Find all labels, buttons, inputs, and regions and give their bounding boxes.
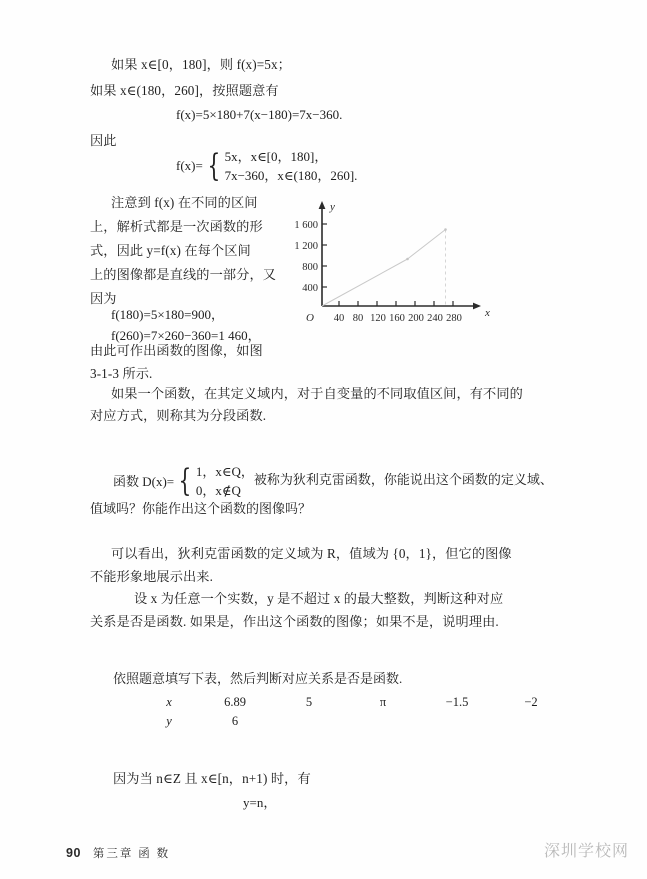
dirichlet-question-line-2: 值域吗？你能作出这个函数的图像吗？ <box>90 501 312 516</box>
text-suffix-2: ，按照题意有 <box>198 83 279 98</box>
table-intro: 依照题意填写下表，然后判断对应关系是否是函数. <box>113 671 403 686</box>
closing-line: 因为当 n∈Z 且 x∈[n，n+1) 时，有 <box>113 771 311 786</box>
dirichlet-row-2: 0，x∉Q <box>195 483 241 498</box>
piecewise-row-2: 7x−360，x∈(180，260]. <box>224 168 358 183</box>
cell-x-2: 5 <box>305 695 313 709</box>
equation-f180: f(180)=5×180=900， <box>111 307 224 322</box>
cell-x-3: π <box>379 695 387 709</box>
piecewise-lhs: f(x)= <box>176 158 203 173</box>
para-answer-line-1: 可以看出，狄利克雷函数的定义域为 R，值域为 {0，1}，但它的图像 <box>111 546 512 561</box>
closing-display: y=n， <box>243 795 277 810</box>
para-note-line-5: 因为 <box>90 291 117 306</box>
y-tick-label-1600: 1 600 <box>294 220 318 231</box>
row-label-x: x <box>166 695 172 709</box>
cell-x-4: −1.5 <box>445 695 469 709</box>
text-mid: ，则 <box>206 57 237 72</box>
text-therefore: 因此 <box>90 133 117 148</box>
dirichlet-tail: 被称为狄利克雷函数，你能说出这个函数的定义域、 <box>253 471 553 487</box>
cell-y-3 <box>346 712 420 731</box>
x-axis-label: x <box>485 307 490 319</box>
text-prefix: 如果 <box>111 57 141 72</box>
series-segment-1 <box>322 259 408 306</box>
x-tick-label-80: 80 <box>352 313 364 324</box>
figure-reference: 3-1-3 所示. <box>90 366 153 381</box>
series-segment-2 <box>408 230 446 260</box>
para-note-line-6: 由此可作出函数的图像，如图 <box>90 343 263 358</box>
row-label-y: y <box>166 714 172 728</box>
page-footer <box>66 845 170 861</box>
para-definition-line-2: 对应方式，则称其为分段函数. <box>90 408 267 423</box>
table-row-x <box>140 693 568 712</box>
cell-y-4 <box>420 712 494 731</box>
chapter-label: 第三章 函 数 <box>92 848 171 860</box>
y-tick-label-1200: 1 200 <box>294 241 318 252</box>
piecewise-function-graph <box>286 198 496 333</box>
y-tick-label-400: 400 <box>302 283 318 294</box>
interval-2: x∈(180，260] <box>119 83 199 98</box>
text-line-if-1 <box>111 54 291 77</box>
text-prefix-2: 如果 <box>90 83 120 98</box>
values-table <box>140 693 568 731</box>
x-tick-label-120: 120 <box>370 313 386 324</box>
x-tick-label-280: 280 <box>446 313 462 324</box>
y-axis-label: y <box>330 201 335 213</box>
x-axis-arrow-icon <box>473 303 481 310</box>
annotation-point-260-1460 <box>444 228 447 231</box>
x-tick-label-200: 200 <box>408 313 424 324</box>
interval-1: x∈[0，180] <box>140 57 207 72</box>
cell-y-2 <box>272 712 346 731</box>
para-task-line-1: 设 x 为任意一个实数，y 是不超过 x 的最大整数，判断这种对应 <box>134 591 504 606</box>
para-answer-line-2: 不能形象地展示出来. <box>90 569 213 584</box>
x-tick-label-40: 40 <box>333 313 345 324</box>
y-tick-label-800: 800 <box>302 262 318 273</box>
annotation-point-180-900 <box>406 258 409 261</box>
x-tick-label-160: 160 <box>389 313 405 324</box>
dirichlet-activity: 函数 D(x)= { 1，x∈Q， 0，x∉Q 被称为狄利克雷函数，你能说出这个函数的定义域、 <box>113 463 553 499</box>
origin-label: O <box>306 312 314 324</box>
cell-x-5: −2 <box>524 695 538 709</box>
para-note-line-1: 注意到 f(x) 在不同的区间 <box>111 195 258 210</box>
dirichlet-row-1: 1，x∈Q， <box>195 464 254 479</box>
piecewise-row-1: 5x，x∈[0，180]， <box>224 149 328 164</box>
cell-y-5 <box>494 712 568 731</box>
cell-x-1: 6.89 <box>224 695 246 709</box>
piecewise-definition: f(x)= { 5x，x∈[0，180]， 7x−360，x∈(180，260]. <box>176 148 358 184</box>
y-axis-arrow-icon <box>319 201 326 209</box>
figure-3-1-3 <box>286 198 496 333</box>
para-note-line-2: 上，解析式都是一次函数的形 <box>90 219 263 234</box>
text-suffix: ； <box>277 57 291 72</box>
formula-1: f(x)=5x <box>236 57 278 72</box>
para-definition-line-1: 如果一个函数，在其定义域内，对于自变量的不同取值区间，有不同的 <box>111 386 523 401</box>
para-task-line-2: 关系是否是函数. 如果是，作出这个函数的图像；如果不是，说明理由. <box>90 614 499 629</box>
display-equation-fx: f(x)=5×180+7(x−180)=7x−360. <box>176 107 343 122</box>
para-note-line-4: 上的图像都是直线的一部分，又 <box>90 267 277 282</box>
para-note-line-3: 式，因此 y=f(x) 在每个区间 <box>90 243 251 258</box>
text-line-if-2 <box>90 80 279 103</box>
watermark: 深圳学校网 <box>543 843 629 860</box>
dirichlet-lead: 函数 D(x)= <box>113 473 175 489</box>
table-row-y <box>140 712 568 731</box>
cell-y-1: 6 <box>231 714 239 728</box>
equation-f260: f(260)=7×260−360=1 460， <box>111 328 261 343</box>
x-tick-label-240: 240 <box>427 313 443 324</box>
page-number: 90 <box>66 846 81 860</box>
